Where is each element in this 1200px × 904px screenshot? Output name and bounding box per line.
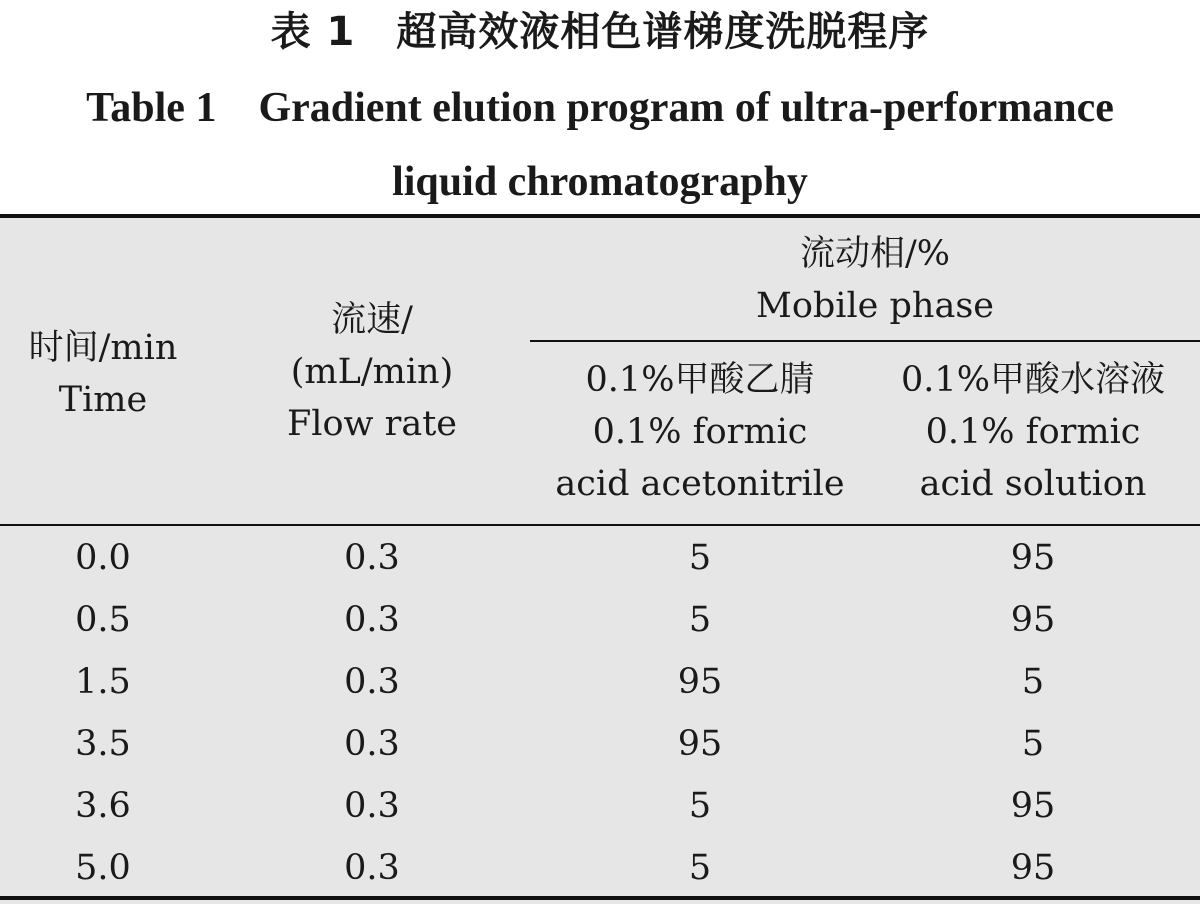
header-bottom-rule bbox=[0, 524, 1200, 526]
cell-aqueous-percent: 95 bbox=[1010, 848, 1056, 888]
table-row bbox=[0, 651, 1200, 713]
column-header-time bbox=[0, 322, 206, 426]
cell-aqueous-percent: 5 bbox=[1021, 662, 1045, 702]
mobile-phase-header-english: Mobile phase bbox=[755, 286, 995, 326]
cell-time: 5.0 bbox=[75, 848, 131, 888]
cell-flow-rate: 0.3 bbox=[344, 724, 400, 764]
table-row bbox=[0, 775, 1200, 837]
table-row bbox=[0, 527, 1200, 589]
mobile-phase-header-chinese: 流动相/% bbox=[799, 234, 951, 274]
column-header-aqueous-solution bbox=[866, 354, 1200, 510]
table-title-english-line-1: Table 1 Gradient elution program of ultra-performance bbox=[86, 85, 1114, 131]
aqueous-header-english-2: acid solution bbox=[919, 464, 1147, 504]
cell-time: 0.5 bbox=[75, 600, 131, 640]
cell-acetonitrile-percent: 5 bbox=[688, 786, 712, 826]
table-row bbox=[0, 837, 1200, 899]
table-row bbox=[0, 713, 1200, 775]
acetonitrile-header-chinese: 0.1%甲酸乙腈 bbox=[585, 360, 815, 400]
table-row bbox=[0, 589, 1200, 651]
cell-time: 3.5 bbox=[75, 724, 131, 764]
aqueous-header-chinese: 0.1%甲酸水溶液 bbox=[901, 360, 1165, 400]
cell-flow-rate: 0.3 bbox=[344, 786, 400, 826]
cell-aqueous-percent: 95 bbox=[1010, 786, 1056, 826]
cell-flow-rate: 0.3 bbox=[344, 538, 400, 578]
cell-flow-rate: 0.3 bbox=[344, 600, 400, 640]
cell-flow-rate: 0.3 bbox=[344, 662, 400, 702]
cell-acetonitrile-percent: 5 bbox=[688, 600, 712, 640]
cell-flow-rate: 0.3 bbox=[344, 848, 400, 888]
cell-time: 3.6 bbox=[75, 786, 131, 826]
cell-acetonitrile-percent: 5 bbox=[688, 538, 712, 578]
column-group-header-mobile-phase bbox=[700, 228, 1050, 332]
cell-acetonitrile-percent: 5 bbox=[688, 848, 712, 888]
cell-time: 0.0 bbox=[75, 538, 131, 578]
cell-aqueous-percent: 95 bbox=[1010, 600, 1056, 640]
flow-header-unit: (mL/min) bbox=[290, 352, 454, 392]
cell-aqueous-percent: 95 bbox=[1010, 538, 1056, 578]
column-header-flow-rate bbox=[260, 294, 484, 450]
flow-header-english: Flow rate bbox=[286, 404, 457, 444]
acetonitrile-header-english-1: 0.1% formic bbox=[592, 412, 808, 452]
time-header-chinese: 时间/min bbox=[28, 328, 178, 368]
mobile-phase-sub-rule bbox=[530, 340, 1200, 342]
table-caption bbox=[0, 0, 1200, 214]
time-header-english: Time bbox=[58, 380, 148, 420]
cell-aqueous-percent: 5 bbox=[1021, 724, 1045, 764]
table-title-english-line-2: liquid chromatography bbox=[392, 159, 808, 205]
flow-header-chinese: 流速/ bbox=[331, 300, 413, 340]
column-header-acetonitrile bbox=[540, 354, 860, 510]
table-top-rule bbox=[0, 214, 1200, 218]
table-title-chinese: 表 1 超高效液相色谱梯度洗脱程序 bbox=[270, 9, 930, 55]
acetonitrile-header-english-2: acid acetonitrile bbox=[555, 464, 845, 504]
cell-acetonitrile-percent: 95 bbox=[677, 662, 723, 702]
cell-acetonitrile-percent: 95 bbox=[677, 724, 723, 764]
aqueous-header-english-1: 0.1% formic bbox=[925, 412, 1141, 452]
cell-time: 1.5 bbox=[75, 662, 131, 702]
